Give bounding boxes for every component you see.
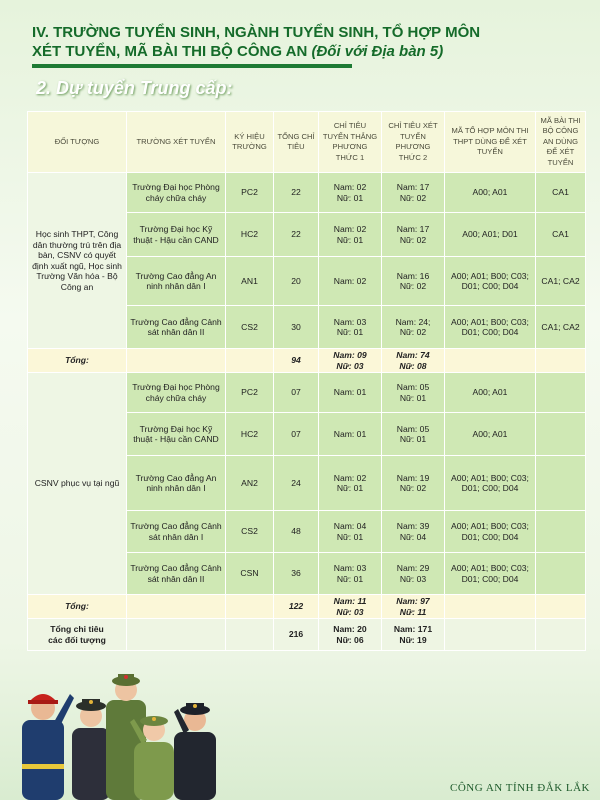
total-cell: 07 [274, 413, 319, 456]
heading-line-2 [32, 42, 572, 61]
pt1-male: Nam: 01 [333, 428, 367, 439]
exam-code-cell [536, 456, 586, 511]
pt2-female: Nữ: 02 [399, 192, 427, 203]
heading-line-1: IV. TRƯỜNG TUYỂN SINH, NGÀNH TUYỂN SINH, TỔ HỢP MÔN [32, 24, 481, 41]
pt1-female: Nữ: 03 [336, 360, 364, 371]
exam-code-cell [536, 511, 586, 553]
empty-cell [226, 349, 274, 373]
pt1-male: Nam: 03 [333, 563, 367, 573]
pt1-female: Nữ: 03 [336, 606, 364, 617]
pt1-male: Nam: 11 [333, 596, 367, 606]
total-cell: 36 [274, 553, 319, 595]
officer-figure-4 [130, 716, 174, 800]
header-doi-tuong: ĐỐI TƯỢNG [28, 112, 127, 173]
school-cell: Trường Đại học Kỹ thuật - Hậu cần CAND [127, 213, 226, 257]
pt2-male: Nam: 97 [396, 596, 430, 606]
code-cell: AN1 [226, 257, 274, 306]
pt1-female: Nữ: 01 [336, 327, 364, 337]
pt2-male: Nam: 17 [396, 182, 430, 192]
combo-cell: A00; A01 [445, 173, 536, 213]
footer-agency: CÔNG AN TỈNH ĐẮK LẮK [450, 782, 590, 794]
officer-figure-5 [174, 703, 216, 800]
pt2-male: Nam: 171 [393, 624, 433, 634]
table-row [28, 373, 586, 413]
combo-cell: A00; A01 [445, 413, 536, 456]
pt1-male: Nam: 20 [333, 624, 367, 634]
pt2-cell [382, 173, 445, 213]
combo-cell: A00; A01; B00; C03; D01; C00; D04 [445, 456, 536, 511]
pt2-female: Nữ: 02 [399, 327, 427, 337]
code-cell: CS2 [226, 511, 274, 553]
total-cell: 22 [274, 213, 319, 257]
combo-cell: A00; A01; B00; C03; D01; C00; D04 [445, 511, 536, 553]
school-cell: Trường Đại học Phòng cháy chữa cháy [127, 173, 226, 213]
section-heading [32, 23, 572, 61]
pt1-cell [319, 173, 382, 213]
pt1-cell [319, 257, 382, 306]
pt1-cell [319, 553, 382, 595]
empty-cell [445, 595, 536, 619]
pt1-female: Nữ: 01 [336, 483, 364, 493]
pt2-female: Nữ: 02 [399, 281, 427, 291]
pt1-male: Nam: 02 [333, 472, 367, 483]
header-pt2: CHỈ TIÊU XÉT TUYỂN PHƯƠNG THỨC 2 [382, 112, 445, 173]
table-header-row [28, 112, 586, 173]
grand-total-count: 216 [274, 619, 319, 651]
pt1-male: Nam: 02 [333, 224, 367, 234]
exam-code-cell [536, 553, 586, 595]
total-cell: 24 [274, 456, 319, 511]
header-truong: TRƯỜNG XÉT TUYỂN [127, 112, 226, 173]
pt1-cell [319, 306, 382, 349]
combo-cell: A00; A01; D01 [445, 213, 536, 257]
empty-cell [127, 619, 226, 651]
group-label: CSNV phục vụ tại ngũ [28, 373, 127, 595]
subtotal-row [28, 349, 586, 373]
header-ma-bai-thi: MÃ BÀI THI BỘ CÔNG AN DÙNG ĐỂ XÉT TUYỂN [536, 112, 586, 173]
admission-table [27, 111, 586, 651]
pt1-female: Nữ: 01 [336, 573, 364, 584]
combo-cell: A00; A01 [445, 373, 536, 413]
pt2-female: Nữ: 01 [399, 434, 427, 444]
code-cell: AN2 [226, 456, 274, 511]
header-tong: TỔNG CHỈ TIÊU [274, 112, 319, 173]
school-cell: Trường Cao đẳng An ninh nhân dân I [127, 456, 226, 511]
exam-code-cell: CA1 [536, 213, 586, 257]
pt1-cell [319, 413, 382, 456]
grand-total-pt1 [319, 619, 382, 651]
pt1-male: Nam: 09 [333, 350, 367, 360]
pt1-cell [319, 456, 382, 511]
heading-line-2-note: (Đối với Địa bàn 5) [311, 43, 444, 60]
code-cell: PC2 [226, 373, 274, 413]
pt2-male: Nam: 17 [396, 224, 430, 234]
exam-code-cell: CA1 [536, 173, 586, 213]
code-cell: HC2 [226, 213, 274, 257]
pt2-cell [382, 511, 445, 553]
pt2-cell [382, 213, 445, 257]
heading-line-2-main: XÉT TUYỂN, MÃ BÀI THI BỘ CÔNG AN [32, 43, 312, 60]
school-cell: Trường Đại học Kỹ thuật - Hậu cần CAND [127, 413, 226, 456]
pt2-male: Nam: 05 [396, 423, 430, 434]
subtotal-label: Tổng: [28, 349, 127, 373]
code-cell: CSN [226, 553, 274, 595]
exam-code-cell [536, 413, 586, 456]
pt2-cell [382, 413, 445, 456]
school-cell: Trường Cao đẳng Cảnh sát nhân dân II [127, 553, 226, 595]
officer-figure-2 [72, 699, 110, 800]
grand-label-line-1: Tổng chỉ tiêu [50, 624, 104, 634]
empty-cell [127, 349, 226, 373]
pt1-cell [319, 511, 382, 553]
total-cell: 48 [274, 511, 319, 553]
header-to-hop: MÃ TỔ HỢP MÔN THI THPT DÙNG ĐỂ XÉT TUYỂN [445, 112, 536, 173]
header-pt1: CHỈ TIÊU TUYỂN THẲNG PHƯƠNG THỨC 1 [319, 112, 382, 173]
total-cell: 20 [274, 257, 319, 306]
grand-total-pt2 [382, 619, 445, 651]
total-cell: 30 [274, 306, 319, 349]
pt2-cell [382, 553, 445, 595]
subtotal-pt1 [319, 349, 382, 373]
school-cell: Trường Đại học Phòng cháy chữa cháy [127, 373, 226, 413]
pt2-male: Nam: 74 [396, 350, 430, 360]
combo-cell: A00; A01; B00; C03; D01; C00; D04 [445, 306, 536, 349]
subtotal-row [28, 595, 586, 619]
subtotal-count: 122 [274, 595, 319, 619]
group-label: Học sinh THPT, Công dân thường trú trên địa bàn, CSNV có quyết định xuất ngũ, Học sinh Trường Văn hóa - Bộ Công an [28, 173, 127, 349]
subtotal-pt2 [382, 595, 445, 619]
table-row [28, 173, 586, 213]
combo-cell: A00; A01; B00; C03; D01; C00; D04 [445, 553, 536, 595]
grand-total-row [28, 619, 586, 651]
subtotal-pt2 [382, 349, 445, 373]
pt1-cell [319, 373, 382, 413]
pt2-female: Nữ: 02 [399, 234, 427, 245]
pt2-female: Nữ: 04 [399, 531, 427, 542]
pt1-male: Nam: 02 [333, 182, 367, 192]
code-cell: CS2 [226, 306, 274, 349]
officers-illustration [14, 672, 224, 800]
pt2-female: Nữ: 11 [399, 606, 427, 617]
pt2-cell [382, 373, 445, 413]
empty-cell [445, 349, 536, 373]
pt1-female: Nữ: 01 [336, 192, 364, 203]
pt1-cell [319, 213, 382, 257]
officer-figure-1 [22, 694, 74, 800]
grand-total-label [28, 619, 127, 651]
pt2-female: Nữ: 19 [399, 634, 427, 645]
pt1-male: Nam: 03 [333, 316, 367, 327]
empty-cell [226, 595, 274, 619]
empty-cell [445, 619, 536, 651]
empty-cell [127, 595, 226, 619]
total-cell: 07 [274, 373, 319, 413]
exam-code-cell: CA1; CA2 [536, 257, 586, 306]
school-cell: Trường Cao đẳng Cảnh sát nhân dân II [127, 306, 226, 349]
grand-label-line-2: các đối tượng [48, 634, 106, 645]
exam-code-cell: CA1; CA2 [536, 306, 586, 349]
subsection-title: 2. Dự tuyển Trung cấp: [36, 78, 233, 98]
school-cell: Trường Cao đẳng Cảnh sát nhân dân I [127, 511, 226, 553]
empty-cell [536, 595, 586, 619]
pt2-male: Nam: 24; [395, 316, 431, 327]
pt2-female: Nữ: 02 [399, 483, 427, 493]
pt1-male: Nam: 04 [333, 521, 367, 531]
subtotal-label: Tổng: [28, 595, 127, 619]
code-cell: PC2 [226, 173, 274, 213]
pt2-cell [382, 257, 445, 306]
empty-cell [226, 619, 274, 651]
pt2-male: Nam: 29 [396, 563, 430, 573]
pt2-male: Nam: 16 [396, 270, 430, 281]
pt2-female: Nữ: 08 [399, 360, 427, 371]
pt2-cell [382, 456, 445, 511]
subtotal-count: 94 [274, 349, 319, 373]
pt1-female: Nữ: 06 [336, 634, 364, 645]
pt1-male: Nam: 02 [333, 275, 367, 286]
combo-cell: A00; A01; B00; C03; D01; C00; D04 [445, 257, 536, 306]
pt2-cell [382, 306, 445, 349]
pt2-male: Nam: 19 [396, 472, 430, 483]
empty-cell [536, 349, 586, 373]
pt2-male: Nam: 39 [396, 521, 430, 531]
pt1-male: Nam: 01 [333, 387, 367, 398]
subtotal-pt1 [319, 595, 382, 619]
exam-code-cell [536, 373, 586, 413]
code-cell: HC2 [226, 413, 274, 456]
header-ky-hieu: KÝ HIỆU TRƯỜNG [226, 112, 274, 173]
pt1-female: Nữ: 01 [336, 531, 364, 542]
total-cell: 22 [274, 173, 319, 213]
pt2-female: Nữ: 01 [399, 392, 427, 403]
school-cell: Trường Cao đẳng An ninh nhân dân I [127, 257, 226, 306]
pt2-male: Nam: 05 [396, 382, 430, 392]
empty-cell [536, 619, 586, 651]
pt2-female: Nữ: 03 [399, 573, 427, 584]
pt1-female: Nữ: 01 [336, 234, 364, 245]
heading-underline [32, 64, 352, 68]
